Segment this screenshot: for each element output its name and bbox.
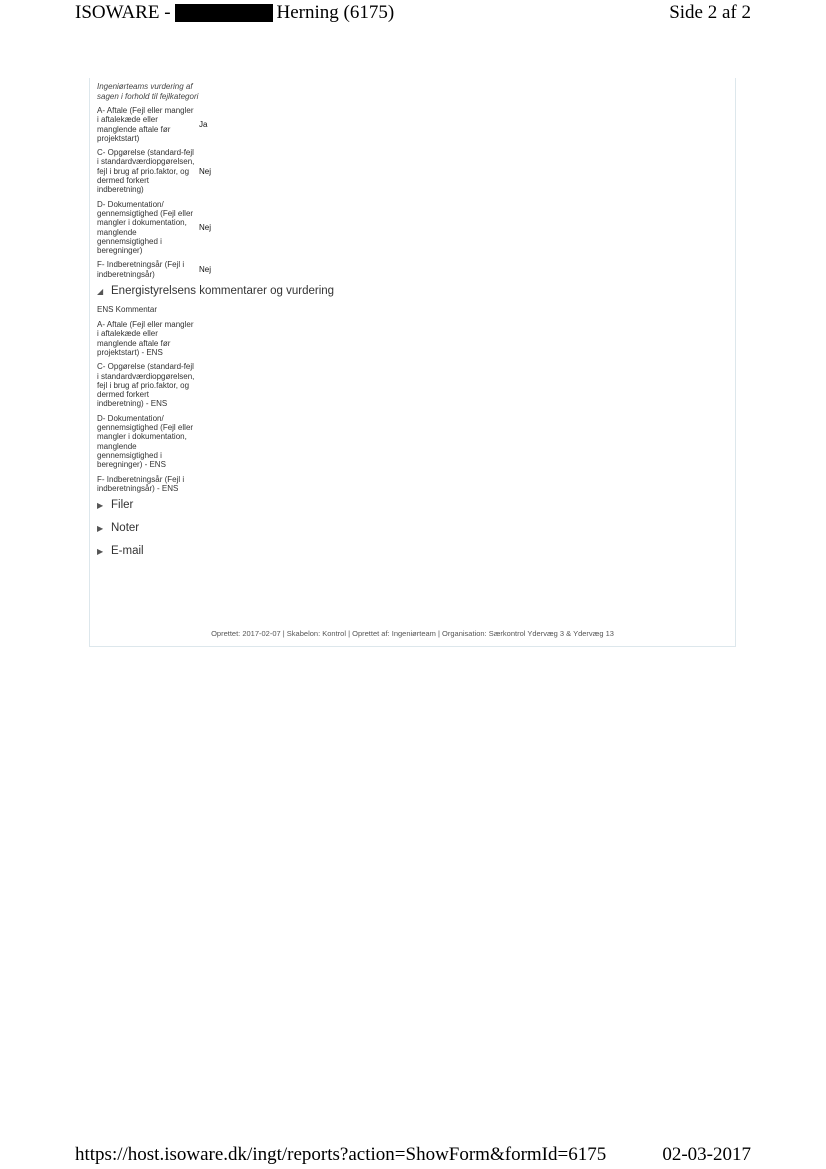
- notes-section-title: Noter: [111, 522, 140, 535]
- form-content: [97, 82, 727, 567]
- assessment-value: Nej: [199, 265, 212, 275]
- ens-row-a: A- Aftale (Fejl eller mangler i aftalekæde eller manglende aftale før projektstart) - ENS: [97, 320, 194, 357]
- triangle-right-icon: ▶: [97, 523, 104, 533]
- assessment-label: F- Indberetningsår (Fejl i indberetningsår): [97, 260, 185, 279]
- ens-row-c: C- Opgørelse (standard-fejl i standardværdiopgørelsen, fejl i brug af prio.faktor, og dermed forkert indberetning) - ENS: [97, 362, 195, 409]
- assessment-row-d: [97, 200, 727, 256]
- assessment-value: Nej: [199, 223, 212, 233]
- ens-comment-label: ENS Kommentar: [97, 305, 158, 315]
- triangle-right-icon: ▶: [97, 546, 104, 556]
- triangle-down-left-icon: ◢: [97, 286, 104, 296]
- print-footer: [75, 1142, 751, 1168]
- print-date: 02-03-2017: [662, 1144, 751, 1165]
- email-section-toggle[interactable]: [97, 544, 727, 558]
- assessment-label: D- Dokumentation/ gennemsigtighed (Fejl eller mangler i dokumentation, manglende gennemsigtighed i beregninger): [97, 199, 194, 256]
- assessment-row-c: [97, 148, 727, 194]
- form-meta-line: Oprettet: 2017-02-07 | Skabelon: Kontrol | Oprettet af: Ingeniørteam | Organisation: Særkontrol Ydervæg 3 & Ydervæg 13: [211, 629, 614, 638]
- ens-section-toggle[interactable]: [97, 284, 727, 298]
- ens-row-f: F- Indberetningsår (Fejl i indberetningsår) - ENS: [97, 474, 185, 493]
- assessment-value: Nej: [199, 166, 212, 176]
- notes-section-toggle[interactable]: [97, 521, 727, 535]
- email-section-title: E-mail: [111, 545, 144, 558]
- print-header-left: [75, 2, 394, 24]
- assessment-value: Ja: [199, 120, 208, 130]
- page-url: https://host.isoware.dk/ingt/reports?action=ShowForm&formId=6175: [75, 1144, 607, 1165]
- assessment-heading: Ingeniørteams vurdering af sagen i forhold til fejlkategori: [97, 82, 199, 101]
- form-panel: [89, 78, 736, 647]
- files-section-title: Filer: [111, 499, 134, 512]
- print-header-location: Herning (6175): [276, 2, 395, 23]
- ens-row-d: D- Dokumentation/ gennemsigtighed (Fejl eller mangler i dokumentation, manglende gennemsigtighed i beregninger) - ENS: [97, 413, 194, 470]
- files-section-toggle[interactable]: [97, 498, 727, 512]
- page-number: Side 2 af 2: [669, 2, 751, 23]
- print-header: [75, 1, 751, 25]
- assessment-row-a: [97, 106, 727, 143]
- redaction-block: [175, 4, 273, 22]
- print-header-app: ISOWARE -: [75, 2, 171, 23]
- assessment-label: C- Opgørelse (standard-fejl i standardværdiopgørelsen, fejl i brug af prio.faktor, og dermed forkert indberetning): [97, 148, 195, 195]
- assessment-label: A- Aftale (Fejl eller mangler i aftalekæde eller manglende aftale før projektstart): [97, 106, 194, 143]
- assessment-row-f: [97, 260, 727, 279]
- ens-section-title: Energistyrelsens kommentarer og vurdering: [111, 285, 335, 298]
- triangle-right-icon: ▶: [97, 500, 104, 510]
